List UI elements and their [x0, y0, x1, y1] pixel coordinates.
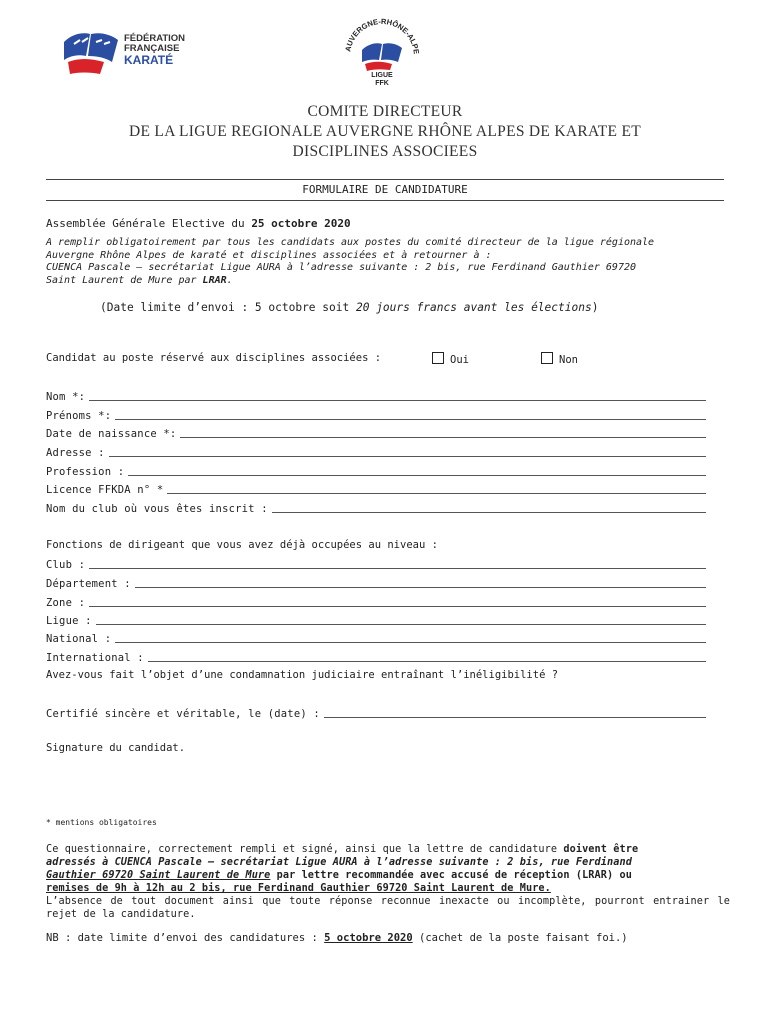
instr-line-4: [46, 275, 736, 288]
label-profession: Profession :: [46, 466, 125, 478]
instr-line-3: CUENCA Pascale – secrétariat Ligue AURA à l’adresse suivante : 2 bis, rue Ferdinand Gauthier 69720: [46, 262, 637, 274]
assembly-prefix: Assemblée Générale Elective du: [46, 217, 252, 230]
deadline-suffix: ): [591, 301, 599, 314]
p1-line-4: remises de 9h à 12h au 2 bis, rue Ferdinand Gauthier 69720 Saint Laurent de Mure.: [46, 883, 551, 894]
input-line-profession[interactable]: [128, 474, 706, 476]
field-club-inscrit[interactable]: [46, 501, 706, 515]
ffk-logo-line2: FRANÇAISE: [124, 43, 180, 54]
deadline-italic: 20 jours francs avant les élections: [355, 301, 592, 314]
ligue-logo-label: LIGUE: [371, 72, 393, 79]
input-line-adresse[interactable]: [109, 455, 706, 457]
field-fn-club[interactable]: [46, 557, 706, 571]
field-licence[interactable]: [46, 482, 706, 496]
deadline-note: [100, 301, 598, 314]
field-profession[interactable]: [46, 464, 706, 478]
signature-label: Signature du candidat.: [46, 742, 186, 754]
input-line-nom[interactable]: [89, 399, 706, 401]
instr-line-1: A remplir obligatoirement par tous les candidats aux postes du comité directeur de la ligue régionale: [46, 237, 655, 248]
input-line-club-inscrit[interactable]: [272, 511, 706, 513]
ffk-logo: [60, 28, 200, 78]
nb-line: [46, 932, 628, 944]
ligue-logo-sub: FFK: [375, 80, 389, 87]
field-fn-departement[interactable]: [46, 576, 706, 590]
label-fn-ligue: Ligue :: [46, 615, 92, 627]
option-oui[interactable]: [432, 352, 469, 366]
input-line-fn-national[interactable]: [115, 641, 706, 643]
nb-prefix: NB : date limite d’envoi des candidatures :: [46, 932, 325, 944]
option-oui-label: Oui: [450, 354, 469, 366]
ligue-logo: [340, 14, 424, 94]
label-adresse: Adresse :: [46, 447, 105, 459]
p1-line-2: adressés à CUENCA Pascale – secrétariat Ligue AURA à l’adresse suivante : 2 bis, rue Ferdinand: [46, 857, 632, 868]
p1-line-3-b: par lettre recommandée avec accusé de réception (LRAR) ou: [270, 870, 632, 881]
input-line-fn-ligue[interactable]: [96, 623, 706, 625]
title-line-3: DISCIPLINES ASSOCIEES: [292, 143, 478, 160]
field-fn-zone[interactable]: [46, 595, 706, 609]
mentions-note: * mentions obligatoires: [46, 818, 157, 827]
instr-line-4-prefix: Saint Laurent de Mure par: [46, 274, 203, 286]
field-fn-ligue[interactable]: [46, 613, 706, 627]
condamnation-question: Avez-vous fait l’objet d’une condamnation judiciaire entraînant l’inéligibilité ?: [46, 669, 559, 681]
field-fn-international[interactable]: [46, 650, 706, 664]
ffk-emblem-icon: [60, 28, 122, 78]
p1-b: doivent être: [563, 844, 639, 855]
field-certifie[interactable]: [46, 706, 706, 720]
field-prenoms[interactable]: [46, 408, 706, 422]
instr-line-2: Auvergne Rhône Alpes de karaté et disciplines associées et à retourner à :: [46, 249, 492, 261]
candidate-question: Candidat au poste réservé aux disciplines associées :: [46, 352, 382, 364]
bottom-rule: [46, 200, 724, 201]
label-certifie: Certifié sincère et véritable, le (date) :: [46, 708, 320, 720]
document-title: [0, 102, 770, 162]
p1-line-3-a: Gauthier 69720 Saint Laurent de Mure: [46, 870, 271, 881]
ffk-logo-line3: KARATÉ: [124, 53, 174, 67]
field-nom[interactable]: [46, 389, 706, 403]
label-prenoms: Prénoms *:: [46, 410, 112, 422]
input-line-certifie[interactable]: [324, 716, 706, 718]
input-line-naissance[interactable]: [180, 436, 706, 438]
label-fn-zone: Zone :: [46, 597, 86, 609]
footer-paragraph-1: [46, 843, 730, 921]
instr-lrar: LRAR: [202, 274, 227, 286]
assembly-line: [46, 217, 351, 230]
label-fn-international: International :: [46, 652, 144, 664]
input-line-fn-club[interactable]: [89, 567, 706, 569]
form-label: FORMULAIRE DE CANDIDATURE: [302, 183, 468, 196]
option-non-label: Non: [559, 354, 578, 366]
label-fn-national: National :: [46, 633, 112, 645]
nb-suffix: (cachet de la poste faisant foi.): [412, 932, 628, 944]
input-line-licence[interactable]: [167, 492, 706, 494]
option-non[interactable]: [541, 352, 578, 366]
functions-heading: Fonctions de dirigeant que vous avez déjà occupées au niveau :: [46, 539, 438, 551]
nb-date: 5 octobre 2020: [324, 932, 413, 944]
label-fn-departement: Département :: [46, 578, 131, 590]
instructions: [46, 237, 736, 287]
label-naissance: Date de naissance *:: [46, 428, 177, 440]
label-fn-club: Club :: [46, 559, 86, 571]
label-nom: Nom *:: [46, 391, 86, 403]
label-club-inscrit: Nom du club où vous êtes inscrit :: [46, 503, 268, 515]
deadline-prefix: (Date limite d’envoi : 5 octobre soit: [100, 301, 356, 314]
input-line-fn-international[interactable]: [148, 660, 706, 662]
assembly-date: 25 octobre 2020: [251, 217, 351, 230]
p2: L’absence de tout document ainsi que toute réponse reconnue inexacte ou incomplète, pourront entrainer le rejet de la candidature.: [46, 896, 730, 920]
ligue-arc-text: AUVERGNE-RHÔNE-ALPE: [343, 16, 422, 55]
title-line-2: DE LA LIGUE REGIONALE AUVERGNE RHÔNE ALPES DE KARATE ET: [128, 123, 642, 140]
field-fn-national[interactable]: [46, 631, 706, 645]
input-line-prenoms[interactable]: [115, 418, 706, 420]
ffk-logo-line1: FÉDÉRATION: [124, 33, 186, 44]
input-line-fn-zone[interactable]: [89, 605, 706, 607]
field-adresse[interactable]: [46, 445, 706, 459]
top-rule: [46, 179, 724, 180]
checkbox-oui[interactable]: [432, 352, 444, 364]
field-naissance[interactable]: [46, 426, 706, 440]
title-line-1: COMITE DIRECTEUR: [307, 103, 463, 120]
instr-line-4-suffix: .: [226, 274, 233, 286]
p1-a: Ce questionnaire, correctement rempli et signé, ainsi que la lettre de candidature: [46, 844, 564, 855]
checkbox-non[interactable]: [541, 352, 553, 364]
label-licence: Licence FFKDA n° *: [46, 484, 164, 496]
input-line-fn-departement[interactable]: [135, 586, 706, 588]
